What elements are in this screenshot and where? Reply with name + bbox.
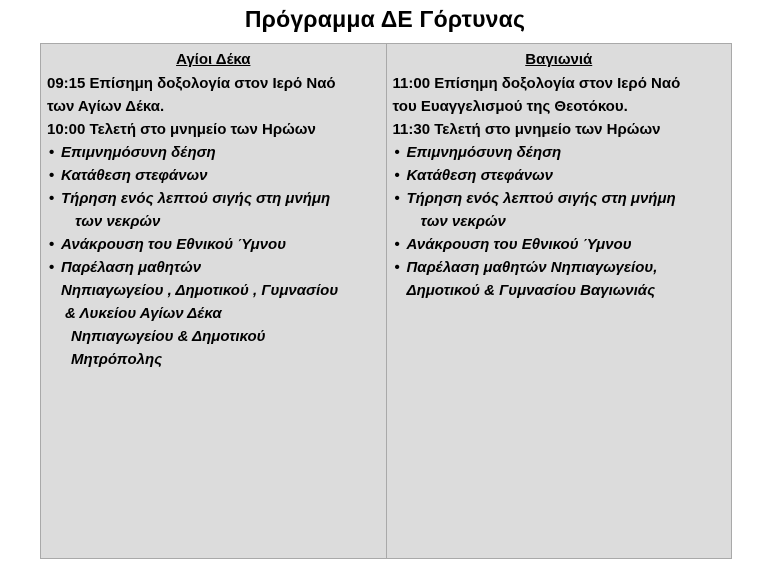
bullet-icon: • (49, 259, 55, 276)
bullet-icon: • (49, 236, 55, 253)
bullet-icon: • (49, 167, 55, 184)
activity-list (393, 141, 726, 302)
bullet-icon: • (49, 144, 55, 161)
column-agioi-deka (41, 44, 386, 558)
bullet-icon: • (394, 190, 400, 207)
bullet-icon: • (394, 236, 400, 253)
list-item: • Παρέλαση μαθητών Νηπιαγωγείου, Δημοτικού & Γυμνασίου Βαγιωνιάς (393, 256, 726, 302)
list-item: • Κατάθεση στεφάνων (393, 164, 726, 187)
list-item: • Τήρηση ενός λεπτού σιγής στη μνήμη των νεκρών (393, 187, 726, 233)
list-item: • Κατάθεση στεφάνων (47, 164, 380, 187)
schedule-line: 11:00 Επίσημη δοξολογία στον Ιερό Ναό (392, 75, 681, 92)
schedule-line: των Αγίων Δέκα. (47, 98, 165, 115)
schedule-line: 10:00 Τελετή στο μνημείο των Ηρώων (47, 121, 316, 138)
schedule-line: του Ευαγγελισμού της Θεοτόκου. (392, 98, 628, 115)
bullet-icon: • (394, 144, 400, 161)
column-header: Βαγιωνιά (525, 51, 593, 68)
bullet-icon: • (394, 259, 400, 276)
list-item: • Ανάκρουση του Εθνικού Ύμνου (393, 233, 726, 256)
schedule-table (40, 43, 732, 559)
schedule-line: 11:30 Τελετή στο μνημείο των Ηρώων (392, 121, 661, 138)
bullet-icon: • (394, 167, 400, 184)
bullet-icon: • (49, 190, 55, 207)
schedule-line: 09:15 Επίσημη δοξολογία στον Ιερό Ναό (47, 75, 336, 92)
column-header: Αγίοι Δέκα (176, 51, 251, 68)
column-vagionia (386, 44, 732, 558)
list-item: • Παρέλαση μαθητών Νηπιαγωγείου , Δημοτικού , Γυμνασίου & Λυκείου Αγίων Δέκα Νηπιαγωγείου & Δημοτικού Μητρόπολης (47, 256, 380, 371)
activity-list (47, 141, 380, 371)
list-item: • Επιμνημόσυνη δέηση (47, 141, 380, 164)
list-item: • Επιμνημόσυνη δέηση (393, 141, 726, 164)
list-item: • Ανάκρουση του Εθνικού Ύμνου (47, 233, 380, 256)
page-title: Πρόγραμμα ΔΕ Γόρτυνας (244, 6, 526, 32)
list-item: • Τήρηση ενός λεπτού σιγής στη μνήμη των νεκρών (47, 187, 380, 233)
